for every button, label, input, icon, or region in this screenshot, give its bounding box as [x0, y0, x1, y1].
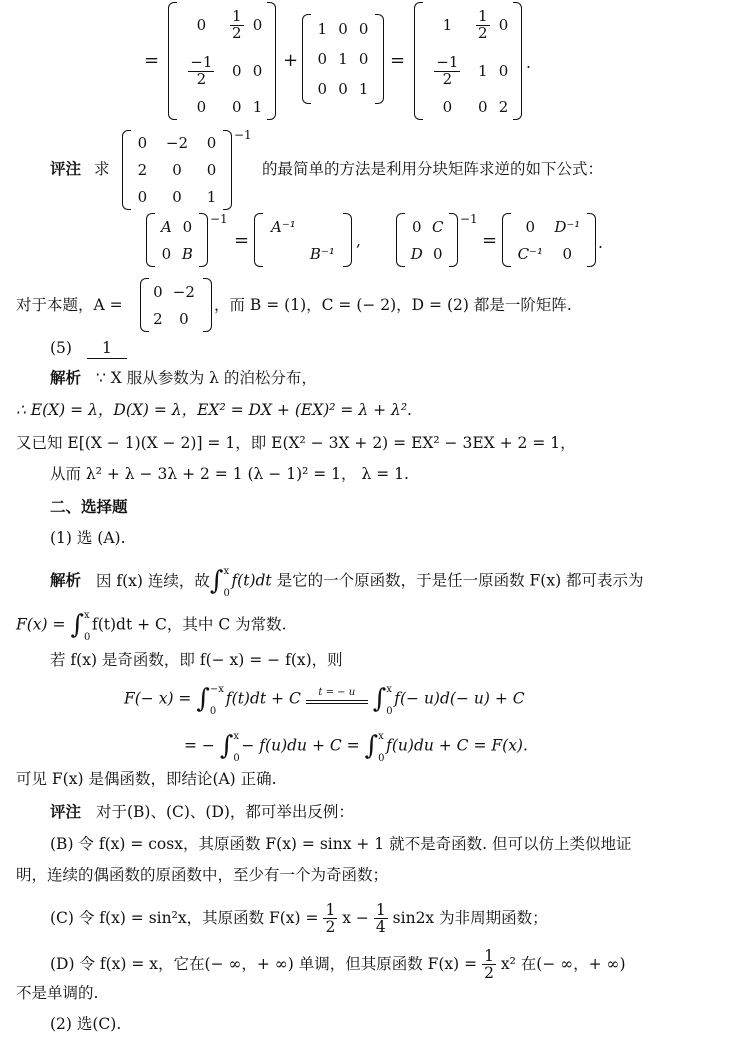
- deriv2-upper1: x: [233, 730, 240, 742]
- deriv1-upper1: −x: [209, 683, 224, 695]
- matrix-cell: $\frac{-1}{2}$: [436, 53, 459, 88]
- int-upper-1: x: [223, 565, 230, 577]
- matrix-cell: A⁻¹: [271, 217, 296, 236]
- matrix-left-bracket: [254, 213, 263, 267]
- matrix-cell: 0: [137, 134, 148, 153]
- frac-num: 1: [325, 901, 336, 919]
- matrix-cell: −2: [165, 134, 189, 153]
- matrix-cell: D⁻¹: [554, 217, 581, 236]
- deriv2-lower1: 0: [233, 752, 240, 764]
- block-inverse-sup-2: −1: [460, 212, 478, 226]
- matrix-cell: 0: [411, 217, 422, 236]
- matrix-right-bracket: [267, 2, 276, 120]
- matrix-cell: C⁻¹: [517, 244, 543, 263]
- integral-sign-5: ∫: [219, 731, 234, 761]
- option-b-line-2: 明，连续的偶函数的原函数中，至少有一个为奇函数；: [16, 866, 389, 884]
- option-d-frac: [482, 948, 496, 982]
- matrix-left-bracket: [396, 213, 405, 267]
- option-b-line-1: (B) 令 f(x) = cosx，其原函数 F(x) = sinx + 1 就不是奇函数. 但可以仿上类似地证: [50, 835, 632, 853]
- frac-den: 4: [375, 918, 386, 937]
- block-matrix-ab-inv: [254, 213, 352, 267]
- matrix-right-bracket: [375, 14, 384, 104]
- option-c-frac-2: [374, 902, 388, 936]
- matrix-cell: 1: [252, 98, 263, 117]
- analysis-2-line: [50, 566, 644, 597]
- matrix-left-bracket: [146, 213, 155, 267]
- matrix-grid: [424, 2, 512, 120]
- remark-matrix: [122, 130, 232, 210]
- matrix-cell: 2: [498, 98, 509, 117]
- deriv1-lower1: 0: [209, 705, 217, 717]
- matrix-cell: [303, 213, 342, 240]
- matrix-grid: [178, 2, 266, 120]
- frac-num: 1: [375, 901, 386, 919]
- q5-answer: 1: [87, 339, 127, 359]
- deriv2-part1: − f(u)du + C =: [241, 736, 360, 755]
- matrix-m1: [168, 2, 276, 120]
- remark-tail: 的最简单的方法是利用分块矩阵求逆的如下公式：: [262, 160, 604, 178]
- matrix-m2: [302, 14, 384, 104]
- matrix-cell: D: [410, 244, 423, 263]
- deriv1-lead: F(− x) =: [124, 689, 192, 708]
- matrix-cell: −2: [172, 282, 195, 301]
- frac-den: 2: [325, 918, 336, 937]
- q5-line: [50, 339, 127, 359]
- matrix-cell: 0: [498, 62, 509, 81]
- matrix-grid: [156, 213, 198, 267]
- analysis-1-line: [50, 369, 317, 388]
- block-inverse-sup-1: −1: [210, 212, 228, 226]
- matrix-cell: 1: [206, 187, 217, 206]
- matrix-m3: [414, 2, 522, 120]
- matrix-right-bracket: [223, 130, 232, 210]
- analysis-2-text1: 因 f(x) 连续，故: [95, 571, 210, 590]
- block-period: .: [598, 234, 603, 252]
- matrix-cell: 0: [153, 282, 163, 301]
- fx-lead: F(x) =: [16, 615, 66, 634]
- matrix-cell: [264, 240, 303, 267]
- matrix-cell: 0: [206, 160, 217, 179]
- remark-matrix-inverse: −1: [234, 128, 252, 142]
- matrix-cell: 0: [442, 98, 453, 117]
- matrix-cell: $\frac{1}{2}$: [478, 6, 488, 42]
- matrix-cell: 0: [172, 160, 182, 179]
- deriv-line-2: [184, 731, 528, 762]
- remark-2-line: [50, 803, 354, 822]
- block-eq-2: =: [482, 230, 498, 251]
- option-d-line: [50, 948, 626, 982]
- matrix-cell: 0: [172, 187, 182, 206]
- option-c-tail: sin2x 为非周期函数；: [392, 908, 548, 927]
- known-line: 又已知 E[(X − 1)(X − 2)] = 1，即 E(X² − 3X + 2) = EX² − 3EX + 2 = 1，: [16, 434, 576, 452]
- matrix-cell: 0: [161, 244, 172, 263]
- option-c-lead: (C) 令 f(x) = sin²x，其原函数 F(x) =: [50, 908, 319, 927]
- this-problem-tail: ，而 B = (1)，C = (− 2)，D = (2) 都是一阶矩阵.: [214, 296, 572, 314]
- deriv2-upper2: x: [378, 730, 384, 742]
- matrix-left-bracket: [122, 130, 131, 210]
- int-integrand-1: f(t)dt: [231, 571, 272, 590]
- conclusion-line: 可见 F(x) 是偶函数，即结论(A) 正确.: [16, 770, 277, 788]
- option-c-mid: x −: [342, 908, 369, 927]
- matrix-cell: 2: [153, 309, 163, 328]
- matrix-grid: [312, 14, 374, 104]
- integral-sign-1: ∫: [209, 566, 224, 596]
- analysis-2-text2: 是它的一个原函数，于是任一原函数 F(x) 都可表示为: [276, 571, 644, 590]
- matrix-cell: 0: [498, 16, 509, 35]
- deriv2-lead: = −: [184, 736, 215, 755]
- this-problem-matrix: [140, 278, 212, 332]
- block-matrix-cd-inv: [502, 213, 596, 267]
- matrix-cell: 0: [206, 134, 217, 153]
- matrix-right-bracket: [449, 213, 458, 267]
- q5-label: (5): [50, 339, 72, 357]
- block-matrix-ab: [146, 213, 208, 267]
- option-c-frac-1: [323, 902, 337, 936]
- int-lower-2: 0: [84, 631, 91, 643]
- matrix-left-bracket: [168, 2, 177, 120]
- option-d-tail: x² 在(− ∞，+ ∞): [500, 954, 626, 973]
- matrix-cell: 0: [252, 62, 263, 81]
- matrix-cell: B⁻¹: [309, 244, 335, 263]
- matrix-right-bracket: [587, 213, 596, 267]
- analysis-label-2: 解析: [50, 571, 82, 590]
- matrix-right-bracket: [203, 278, 212, 332]
- matrix-left-bracket: [414, 2, 423, 120]
- matrix-cell: $\frac{-1}{2}$: [190, 53, 213, 88]
- matrix-cell: 0: [137, 187, 148, 206]
- matrix-cell: 1: [338, 50, 348, 68]
- this-problem-lead: 对于本题，A =: [16, 296, 123, 314]
- matrix-right-bracket: [343, 213, 352, 267]
- fx-line: [16, 610, 287, 641]
- matrix-cell: 2: [137, 160, 148, 179]
- matrix-cell: 0: [432, 244, 443, 263]
- therefore-line: ∴ E(X) = λ，D(X) = λ，EX² = DX + (EX)² = λ + λ².: [16, 401, 412, 419]
- matrix-cell: 0: [317, 50, 328, 68]
- odd-line: 若 f(x) 是奇函数，即 f(− x) = − f(x)，则: [50, 651, 343, 669]
- deriv1-part2: f(− u)d(− u) + C: [394, 689, 525, 708]
- matrix-cell: A: [160, 217, 172, 236]
- matrix-right-bracket: [199, 213, 208, 267]
- block-eq-1: =: [234, 230, 250, 251]
- matrix-cell: 0: [182, 217, 193, 236]
- deriv1-upper2: x: [386, 683, 392, 695]
- matrix-period: .: [526, 54, 531, 72]
- deriv2-lower2: 0: [378, 752, 385, 764]
- matrix-cell: 0: [562, 244, 573, 263]
- int-lower-1: 0: [223, 587, 230, 599]
- analysis-label-1: 解析: [50, 369, 82, 387]
- fx-integrand: f(t)dt + C，其中 C 为常数.: [92, 615, 287, 634]
- matrix-left-bracket: [302, 14, 311, 104]
- remark-label-2: 评注: [50, 803, 82, 821]
- integral-sign-2: ∫: [70, 610, 84, 640]
- matrix-cell: 0: [196, 98, 207, 117]
- remark-label-1: [50, 160, 109, 179]
- matrix-equals-1: =: [144, 50, 160, 71]
- integral-sign-4: ∫: [372, 684, 387, 714]
- block-matrix-cd: [396, 213, 458, 267]
- matrix-right-bracket: [513, 2, 522, 120]
- analysis-1-text: ∵ X 服从参数为 λ 的泊松分布，: [95, 369, 317, 387]
- matrix-left-bracket: [140, 278, 149, 332]
- matrix-equals-2: =: [390, 50, 406, 71]
- matrix-grid: [406, 213, 448, 267]
- matrix-cell: C: [432, 217, 444, 236]
- matrix-cell: 0: [252, 16, 263, 35]
- deriv2-part2: f(u)du + C = F(x).: [386, 736, 528, 755]
- remark-lead: 求: [93, 160, 110, 178]
- matrix-plus: +: [283, 50, 299, 71]
- matrix-cell: 0: [232, 62, 242, 81]
- option-c-line: [50, 902, 548, 936]
- integral-sign-3: ∫: [196, 684, 210, 714]
- matrix-cell: 0: [478, 98, 488, 117]
- matrix-grid: [264, 213, 342, 267]
- remark-2-text: 对于(B)、(C)、(D)，都可举出反例：: [95, 803, 354, 821]
- q2-line: (2) 选(C).: [50, 1015, 122, 1033]
- matrix-grid: [150, 278, 202, 332]
- deriv-line-1: [124, 684, 525, 715]
- section-2-heading: 二、选择题: [50, 498, 128, 516]
- matrix-cell: 0: [358, 20, 369, 38]
- thus-line: 从而 λ² + λ − 3λ + 2 = 1 (λ − 1)² = 1， λ = 1.: [50, 465, 409, 483]
- deriv1-part1: f(t)dt + C: [225, 689, 301, 708]
- matrix-cell: 1: [478, 62, 488, 81]
- int-upper-2: x: [84, 609, 90, 621]
- matrix-cell: 0: [196, 16, 207, 35]
- matrix-cell: 0: [179, 309, 189, 328]
- matrix-cell: 0: [317, 80, 328, 98]
- matrix-cell: 1: [442, 16, 453, 35]
- matrix-cell: 0: [338, 80, 348, 98]
- matrix-cell: 1: [317, 20, 328, 38]
- matrix-cell: 0: [358, 50, 369, 68]
- matrix-cell: 1: [358, 80, 369, 98]
- matrix-grid: [512, 213, 586, 267]
- matrix-cell: B: [181, 244, 193, 263]
- deriv1-subst: t = − u: [318, 687, 356, 699]
- deriv1-lower2: 0: [386, 705, 393, 717]
- matrix-left-bracket: [502, 213, 511, 267]
- option-d-line-2: 不是单调的.: [16, 984, 99, 1002]
- integral-sign-6: ∫: [364, 731, 379, 761]
- matrix-cell: 0: [338, 20, 348, 38]
- matrix-cell: 0: [525, 217, 536, 236]
- q1-line: (1) 选 (A).: [50, 529, 126, 547]
- matrix-cell: 0: [232, 98, 242, 117]
- frac-num: 1: [484, 947, 494, 965]
- matrix-cell: $\frac{1}{2}$: [232, 6, 242, 42]
- matrix-grid: [132, 130, 222, 210]
- option-d-lead: (D) 令 f(x) = x，它在(− ∞，+ ∞) 单调，但其原函数 F(x) =: [50, 954, 478, 973]
- remark-label-text: 评注: [50, 160, 82, 178]
- block-comma: ,: [356, 232, 361, 250]
- frac-den: 2: [484, 964, 494, 983]
